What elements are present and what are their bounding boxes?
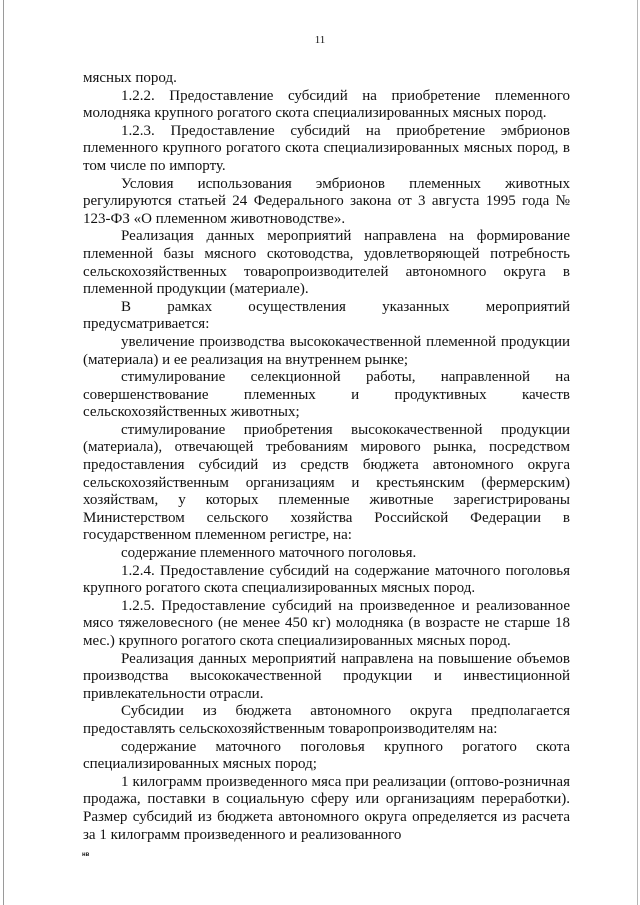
paragraph: Условия использования эмбрионов племенных животных регулируются статьей 24 Федерального закона от 3 августа 1995 года № 123-ФЗ «О племенном животноводстве». (83, 175, 570, 227)
scan-edge-right (637, 0, 638, 905)
page-number: 11 (314, 34, 326, 46)
paragraph: мясных пород. (83, 70, 177, 86)
paragraph: 1 килограмм произведенного мяса при реализации (оптово-розничная продажа, поставки в социальную сферу или организациям переработки). Размер субсидий из бюджета автономного округа определяется из расчета за 1 килограмм произведенного и реализованного (83, 773, 570, 843)
paragraph: 1.2.5. Предоставление субсидий на произведенное и реализованное мясо тяжеловесного (не менее 450 кг) молодняка (в возрасте не старше 18 мес.) крупного рогатого скота специализированных мясных пород. (83, 597, 570, 649)
paragraph: увеличение производства высококачественной племенной продукции (материала) и ее реализация на внутреннем рынке; (83, 333, 570, 368)
paragraph: Реализация данных мероприятий направлена на формирование племенной базы мясного скотоводства, удовлетворяющей потребность сельскохозяйственных товаропроизводителей автономного округа в племенной продукции (материале). (83, 228, 570, 298)
paragraph: В рамках осуществления указанных мероприятий предусматривается: (83, 298, 570, 333)
paragraph: стимулирование селекционной работы, направленной на совершенствование племенных и продуктивных качеств сельскохозяйственных животных; (83, 369, 570, 421)
document-body (83, 70, 570, 844)
paragraph: содержание племенного маточного поголовья. (121, 545, 417, 562)
scan-edge-left (3, 0, 4, 905)
paragraph: Субсидии из бюджета автономного округа предполагается предоставлять сельскохозяйственным товаропроизводителям на: (83, 703, 570, 737)
paragraph: 1.2.2. Предоставление субсидий на приобретение племенного молодняка крупного рогатого скота специализированных мясных пород. (83, 87, 570, 122)
paragraph: Реализация данных мероприятий направлена на повышение объемов производства высококачественной продукции и инвестиционной привлекательности отрасли. (83, 650, 570, 702)
paragraph: 1.2.3. Предоставление субсидий на приобретение эмбрионов племенного крупного рогатого скота специализированных мясных пород, в том числе по импорту. (83, 122, 570, 174)
paragraph: содержание маточного поголовья крупного рогатого скота специализированных мясных пород; (83, 738, 570, 773)
paragraph: 1.2.4. Предоставление субсидий на содержание маточного поголовья крупного рогатого скота специализированных мясных пород. (83, 562, 570, 597)
paragraph: стимулирование приобретения высококачественной продукции (материала), отвечающей требованиям мирового рынка, посредством предоставления субсидий из средств бюджета автономного округа сельскохозяйственным организациям и крестьянским (фермерским) хозяйствам, у которых племенные животные зарегистрированы Министерством сельского хозяйства Российской Федерации в государственном племенном регистре, на: (83, 421, 570, 544)
footer-mark: нв (82, 852, 90, 858)
